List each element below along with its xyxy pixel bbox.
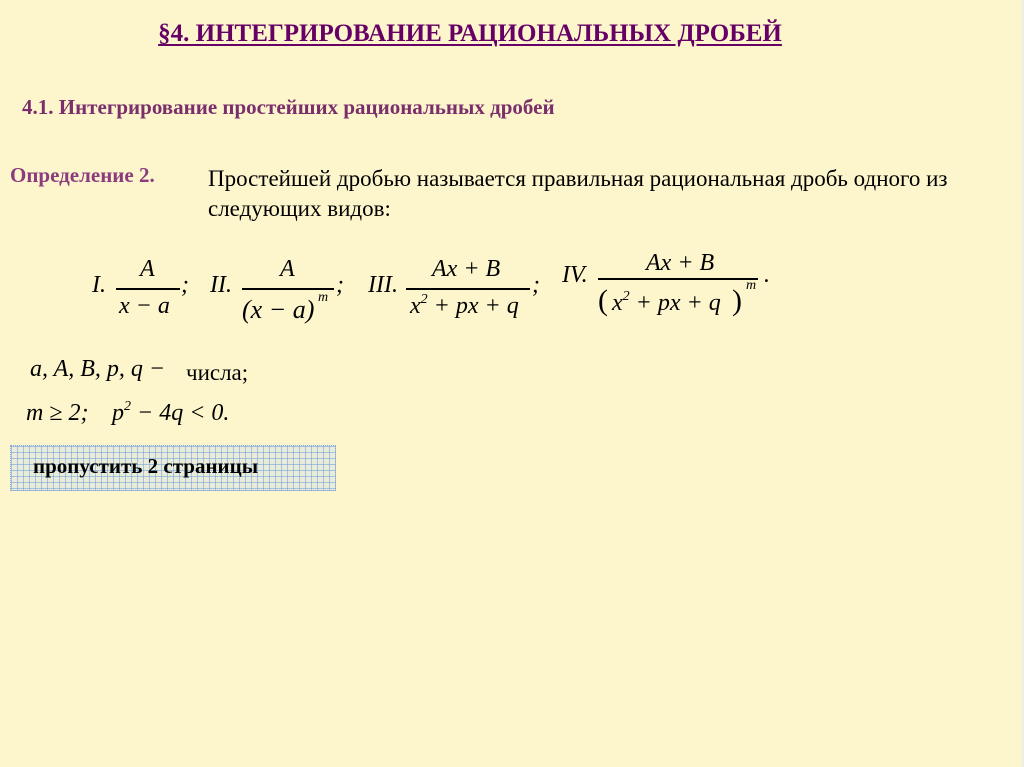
fraction-i-denominator: x − a — [119, 293, 170, 319]
fraction-i-numeral: I. — [92, 272, 106, 298]
fraction-iv-numeral: IV. — [562, 262, 588, 288]
skip-pages-button[interactable] — [10, 445, 336, 491]
slide-edge — [1020, 0, 1024, 767]
fraction-iv-right-paren: ) — [732, 284, 742, 317]
fraction-iv-denominator: $x^2$ + px + q — [612, 289, 721, 316]
fraction-ii-denominator: (x − a) — [242, 295, 315, 324]
fraction-i-bar — [116, 288, 180, 290]
fraction-iii-numerator: Ax + B — [432, 256, 501, 282]
fraction-iii-denominator: $x^2$ + px + q — [410, 292, 519, 319]
fraction-iii-separator: ; — [532, 272, 540, 298]
section-title: §4. ИНТЕГРИРОВАНИЕ РАЦИОНАЛЬНЫХ ДРОБЕЙ — [158, 20, 782, 47]
m-condition: m ≥ 2; — [26, 400, 89, 426]
fraction-iii-bar — [406, 288, 530, 290]
subsection-title: 4.1. Интегрирование простейших рациональных дробей — [22, 95, 555, 119]
fraction-iv-bar — [598, 278, 758, 280]
fraction-i-numerator: A — [140, 256, 155, 282]
discriminant-condition: $p^2 - 4q < 0$. — [112, 399, 230, 426]
fraction-iv-left-paren: ( — [598, 284, 608, 317]
fraction-ii-numerator: A — [280, 256, 295, 282]
fraction-i-separator: ; — [181, 272, 189, 298]
fraction-iv-separator: . — [764, 262, 770, 288]
fraction-ii-exponent: m — [318, 290, 329, 305]
variables-text: числа; — [186, 360, 249, 385]
fraction-ii-numeral: II. — [210, 272, 232, 298]
fraction-iv-exponent: m — [746, 278, 757, 293]
variables-expression: a, A, B, p, q − — [30, 356, 166, 382]
definition-text: Простейшей дробью называется правильная рациональная дробь одного из следующих видов: — [208, 166, 948, 221]
fraction-ii-separator: ; — [336, 272, 344, 298]
skip-pages-label: пропустить 2 страницы — [33, 454, 259, 478]
fraction-iii-numeral: III. — [368, 272, 398, 298]
fraction-iv-numerator: Ax + B — [646, 250, 715, 276]
definition-label: Определение 2. — [10, 163, 155, 187]
